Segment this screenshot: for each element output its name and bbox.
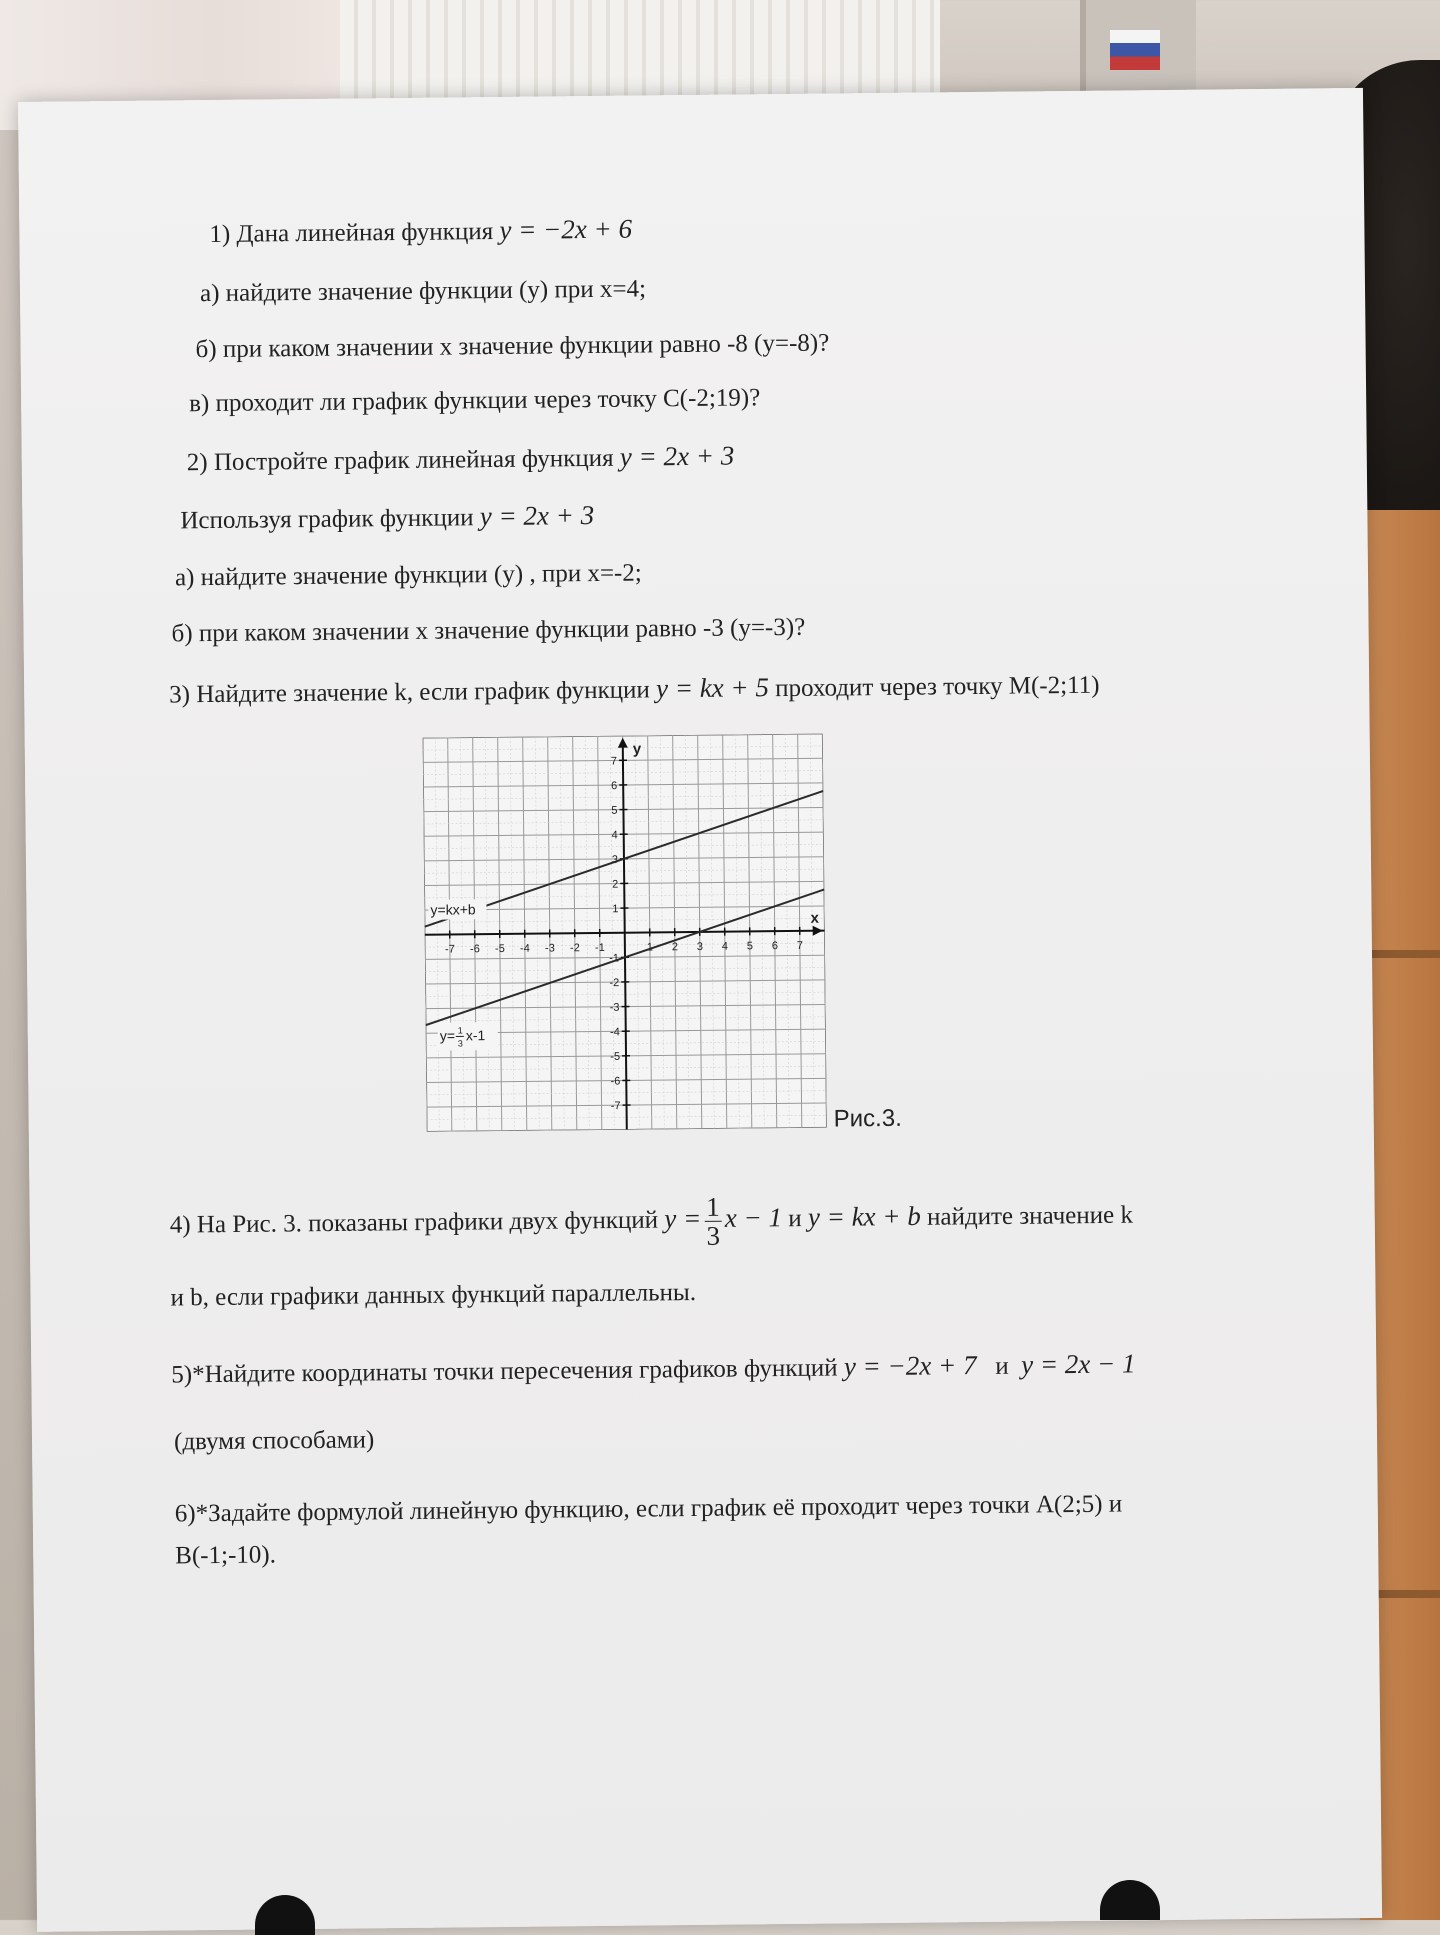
x-tick-label: 7 (797, 940, 803, 952)
line2-label (438, 1022, 498, 1051)
y-tick-label: 2 (612, 879, 618, 891)
y-tick-label: 7 (611, 755, 617, 767)
y-tick-label: -6 (610, 1075, 620, 1087)
line2-label-num: 1 (458, 1025, 463, 1035)
task2-b: б) при каком значении x значение функции равно -3 (у=-3)? (171, 614, 805, 649)
x-tick-label: -4 (520, 943, 530, 955)
line2-label-suffix: x-1 (466, 1027, 486, 1043)
y-tick-label: 6 (611, 780, 617, 792)
task1-b: б) при каком значении x значение функции равно -8 (у=-8)? (195, 330, 829, 365)
task4-line1: 4) На Рис. 3. показаны графики двух функций y = $\frac{1}{3}$ x − 1 и y = kx + b найдите значение k (169, 1188, 1133, 1255)
task1-a: а) найдите значение функции (у) при x=4; (200, 275, 646, 308)
x-tick-label: -7 (445, 943, 455, 955)
x-axis-label: x (811, 910, 820, 927)
line2-label-den: 3 (458, 1038, 463, 1048)
x-tick-label: -5 (495, 943, 505, 955)
task3: 3) Найдите значение k, если график функции y = kx + 5 проходит через точку М(-2;11) (169, 669, 1100, 710)
line1-label-text: y=kx+b (430, 901, 476, 917)
task2-using: Используя график функции y = 2x + 3 (180, 500, 594, 535)
task4-line2: и b, если графики данных функций параллельны. (170, 1279, 696, 1313)
task1-c: в) проходит ли график функции через точку С(-2;19)? (189, 384, 760, 418)
x-tick-label: 1 (647, 941, 653, 953)
task4-frac-den: 3 (704, 1222, 722, 1250)
task2-title: 2) Постройте график линейная функция y = 2x + 3 (187, 441, 735, 478)
y-tick-label: 1 (612, 903, 618, 915)
task1-title: 1) Дана линейная функция y = −2x + 6 (209, 214, 632, 249)
task6-line1: 6)*Задайте формулой линейную функцию, если график её проходит через точки А(2;5) и (175, 1491, 1123, 1529)
x-tick-label: 5 (747, 940, 753, 952)
x-tick-label: -2 (570, 942, 580, 954)
y-tick-label: -7 (611, 1100, 621, 1112)
x-tick-label: 6 (772, 940, 778, 952)
x-tick-label: 2 (672, 941, 678, 953)
y-axis-label: y (633, 741, 642, 758)
task6-line2: В(-1;-10). (175, 1541, 276, 1570)
y-tick-label: 5 (611, 805, 617, 817)
figure-graph (423, 734, 827, 1132)
background-flag-picture (1110, 30, 1160, 70)
y-tick-label: -5 (610, 1051, 620, 1063)
task5-line1: 5)*Найдите координаты точки пересечения графиков функций y = −2x + 7 и y = 2x − 1 (171, 1348, 1136, 1389)
line1-label (428, 899, 486, 920)
x-tick-label: -1 (595, 942, 605, 954)
x-tick-label: 3 (697, 941, 703, 953)
line2-label-prefix: y= (440, 1027, 455, 1043)
task2-a: а) найдите значение функции (у) , при x=-2; (175, 559, 642, 592)
y-tick-label: -2 (609, 977, 619, 989)
y-tick-label: -1 (609, 952, 619, 964)
y-tick-label: 3 (612, 854, 618, 866)
x-tick-label: 4 (722, 941, 728, 953)
y-tick-label: 4 (612, 829, 618, 841)
x-tick-label: -6 (470, 943, 480, 955)
x-tick-label: -3 (545, 942, 555, 954)
task4-frac-num: 1 (704, 1193, 722, 1222)
worksheet-paper (18, 88, 1382, 1932)
figure-caption: Рис.3. (834, 1105, 902, 1134)
y-tick-label: -4 (610, 1026, 620, 1038)
y-tick-label: -3 (610, 1002, 620, 1014)
task5-line2: (двумя способами) (174, 1426, 375, 1456)
